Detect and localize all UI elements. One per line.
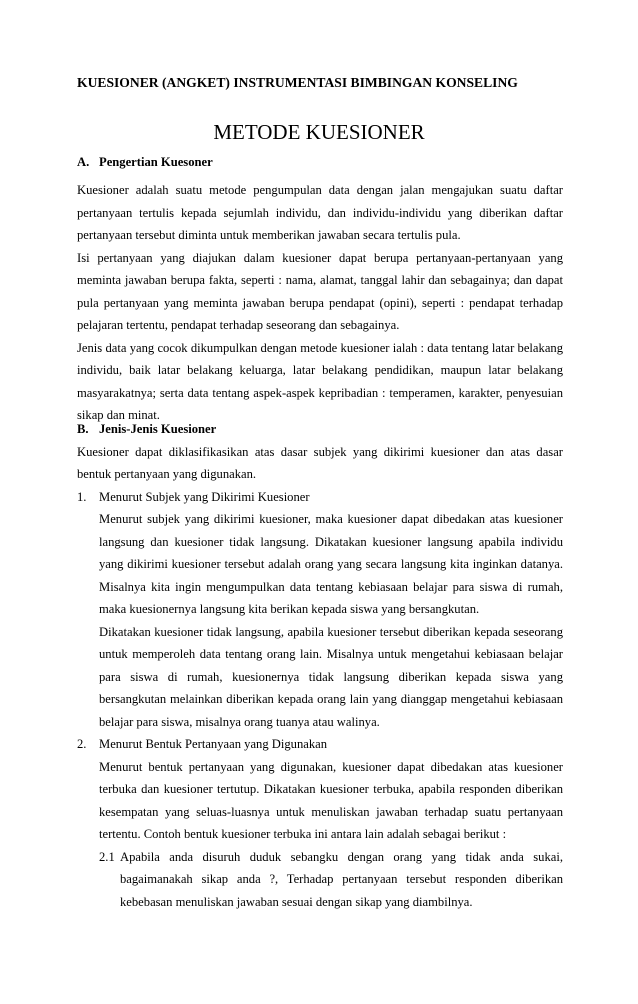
section-b-heading xyxy=(77,418,563,441)
item-2-heading xyxy=(77,733,563,756)
item-1-number: 1. xyxy=(77,489,87,504)
section-a xyxy=(77,151,563,174)
section-b-intro: Kuesioner dapat diklasifikasikan atas dasar subjek yang dikirimi kuesioner dan atas dasar bentuk pertanyaan yang digunakan. xyxy=(77,444,563,481)
paragraph: Kuesioner adalah suatu metode pengumpulan data dengan jalan mengajukan suatu daftar pertanyaan tertulis kepada sejumlah individu, dan individu-individu yang diberikan daftar pertanyaan tersebut diminta untuk memberikan jawaban secara tertulis pula. xyxy=(77,183,563,242)
paragraph: Menurut bentuk pertanyaan yang digunakan, kuesioner dapat dibedakan atas kuesioner terbuka dan kuesioner tertutup. Dikatakan kuesioner terbuka, apabila responden diberikan kesempatan yang seluas-luasnya untuk menuliskan jawaban terhadap suatu pertanyaan tertentu. Contoh bentuk kuesioner terbuka ini antara lain adalah sebagai berikut : xyxy=(99,759,563,841)
main-heading: METODE KUESIONER xyxy=(213,120,425,144)
item-2-title: Menurut Bentuk Pertanyaan yang Digunakan xyxy=(99,737,328,751)
item-1-heading xyxy=(77,486,563,509)
section-a-heading xyxy=(77,151,563,174)
item-2-body xyxy=(77,756,563,846)
item-2-number: 2. xyxy=(77,737,87,751)
document-title: KUESIONER (ANGKET) INSTRUMENTASI BIMBINGAN KONSELING xyxy=(77,75,518,90)
sub-item-number: 2.1 xyxy=(99,849,115,864)
section-b-title: Jenis-Jenis Kuesioner xyxy=(99,422,217,436)
section-b-label: B. xyxy=(77,422,89,436)
sub-item-2-1 xyxy=(77,846,563,914)
paragraph: Menurut subjek yang dikirimi kuesioner, maka kuesioner dapat dibedakan atas kuesioner langsung dan kuesioner tidak langsung. Dikatakan kuesioner langsung apabila individu yang dikirimi kuesioner tersebut adalah orang yang secara langsung kita inginkan datanya. Misalnya kita ingin mengumpulkan data tentang kebiasaan belajar para siswa di rumah, maka kuesionernya langsung kita berikan kepada siswa yang bersangkutan. xyxy=(99,512,563,616)
section-a-body xyxy=(77,179,563,427)
item-1-body xyxy=(77,508,563,733)
paragraph: Jenis data yang cocok dikumpulkan dengan metode kuesioner ialah : data tentang latar belakang individu, baik latar belakang keluarga, latar belakang pendidikan, maupun latar belakang masyarakatnya; serta data tentang aspek-aspek kepribadian : temperamen, karakter, penyesuian sikap dan minat. xyxy=(77,340,563,422)
item-1-title: Menurut Subjek yang Dikirimi Kuesioner xyxy=(99,489,310,504)
section-a-title: Pengertian Kuesoner xyxy=(99,155,213,169)
section-a-label: A. xyxy=(77,155,90,169)
section-b xyxy=(77,418,563,913)
paragraph: Isi pertanyaan yang diajukan dalam kuesioner dapat berupa pertanyaan-pertanyaan yang meminta jawaban berupa fakta, seperti : nama, alamat, tanggal lahir dan sebagainya; dan dapat pula pertanyaan yang meminta jawaban berupa pendapat (opini), seperti : pendapat terhadap pelajaran tertentu, pendapat terhadap seseorang dan sebagainya. xyxy=(77,250,563,332)
sub-item-text: Apabila anda disuruh duduk sebangku dengan orang yang tidak anda sukai, bagaimanakah sikap anda ?, Terhadap pertanyaan tersebut responden diberikan kebebasan menuliskan jawaban sesuai dengan sikap yang diambilnya. xyxy=(120,849,563,909)
paragraph: Dikatakan kuesioner tidak langsung, apabila kuesioner tersebut diberikan kepada seseorang untuk memperoleh data tentang orang lain. Misalnya untuk mengetahui kebiasaan belajar para siswa di rumah, kuesionernya tidak langsung diberikan kepada siswa yang bersangkutan melainkan diberikan kepada orang lain yang dianggap mengetahui kebiasaan belajar para siswa, misalnya orang tuanya atau walinya. xyxy=(99,624,563,729)
